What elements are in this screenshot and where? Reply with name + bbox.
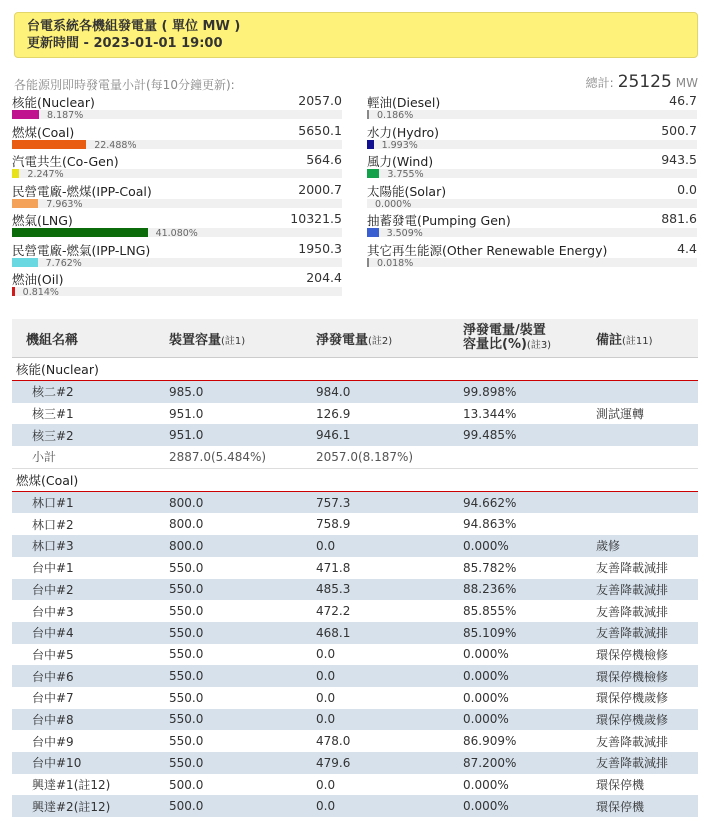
energy-source-row	[12, 211, 342, 241]
total-label: 總計:	[585, 76, 614, 90]
unit-name-cell: 興達#2(註12)	[12, 795, 165, 817]
energy-source-name: 水力(Hydro)	[367, 124, 439, 140]
remark-cell	[592, 513, 698, 535]
energy-source-value: 204.4	[306, 270, 342, 285]
share-bar-fill	[367, 169, 379, 178]
unit-name-cell: 台中#5	[32, 647, 74, 662]
update-time: 更新時間 - 2023-01-01 19:00	[27, 36, 223, 51]
net-output-cell: 485.3	[312, 579, 459, 601]
share-percent: 41.080%	[155, 228, 198, 239]
ratio-cell: 0.000%	[463, 647, 509, 662]
net-output-cell: 0.0	[316, 690, 336, 705]
unit-name-cell: 台中#4	[12, 622, 165, 644]
table-row	[12, 424, 698, 446]
net-output-cell: 478.0	[316, 734, 351, 749]
header-capacity-ratio[interactable]: 淨發電量/裝置 容量比(%)(註3)	[459, 319, 592, 358]
ratio-cell: 85.782%	[463, 560, 517, 575]
table-row	[12, 557, 698, 579]
ratio-cell: 86.909%	[463, 734, 517, 749]
remark-cell: 歲修	[592, 535, 698, 557]
table-row	[12, 730, 698, 752]
energy-source-value: 564.6	[306, 152, 342, 167]
ratio-cell: 0.000%	[463, 690, 509, 705]
share-bar-fill	[12, 258, 38, 267]
table-row	[12, 535, 698, 557]
energy-source-row	[12, 123, 342, 153]
net-output-cell: 0.0	[316, 777, 336, 792]
remark-cell: 測試運轉	[596, 407, 645, 422]
energy-source-row	[12, 241, 342, 271]
energy-source-row	[367, 152, 697, 182]
table-row	[12, 622, 698, 644]
energy-source-value: 2000.7	[298, 181, 342, 197]
energy-source-row	[367, 211, 697, 241]
unit-name-cell: 台中#7	[32, 691, 74, 706]
ratio-cell: 0.000%	[459, 665, 592, 687]
capacity-cell: 500.0	[165, 795, 312, 817]
unit-name-cell: 興達#1(註12)	[32, 778, 111, 793]
table-row	[12, 579, 698, 601]
share-bar-fill	[12, 169, 19, 178]
energy-source-row	[367, 123, 697, 153]
capacity-cell: 550.0	[165, 752, 312, 774]
unit-name-cell: 台中#3	[32, 604, 74, 619]
capacity-cell: 800.0	[169, 517, 204, 532]
remark-cell	[592, 381, 698, 403]
energy-sources-right	[367, 93, 697, 270]
group-title: 核能(Nuclear)	[12, 358, 698, 381]
unit-name-cell: 台中#10	[12, 752, 165, 774]
net-output-cell: 2057.0(8.187%)	[312, 446, 459, 468]
page-title: 台電系統各機組發電量 ( 單位 MW )	[27, 19, 241, 34]
share-percent: 1.993%	[381, 139, 418, 151]
table-row	[12, 774, 698, 796]
unit-name-cell: 林口#2	[32, 517, 74, 532]
ratio-cell: 85.109%	[459, 622, 592, 644]
table-row	[12, 381, 698, 403]
summary-subheading: 各能源別即時發電量小計(每10分鐘更新):	[14, 78, 235, 92]
net-output-cell: 946.1	[312, 424, 459, 446]
share-percent: 2.247%	[27, 169, 64, 180]
energy-source-value: 881.6	[661, 211, 697, 226]
energy-source-value: 2057.0	[298, 93, 342, 108]
share-percent: 0.186%	[377, 110, 414, 121]
table-header-row	[12, 319, 698, 358]
remark-cell: 環保停機歲修	[596, 691, 669, 706]
energy-sources-left	[12, 93, 342, 300]
total-output	[586, 72, 698, 92]
remark-cell: 環保停機歲修	[592, 709, 698, 731]
energy-source-name: 其它再生能源(Other Renewable Energy)	[367, 242, 608, 258]
energy-source-name: 風力(Wind)	[367, 154, 434, 169]
share-bar-fill	[367, 258, 369, 267]
capacity-cell: 2887.0(5.484%)	[165, 446, 312, 468]
unit-name-cell: 台中#2	[12, 579, 165, 601]
group-title: 燃煤(Coal)	[12, 468, 698, 491]
capacity-cell: 985.0	[165, 381, 312, 403]
remark-cell: 友善降載減排	[592, 579, 698, 601]
energy-source-name: 輕油(Diesel)	[367, 95, 441, 110]
remark-cell: 環保停機檢修	[592, 665, 698, 687]
energy-source-value: 500.7	[661, 122, 697, 138]
capacity-cell: 550.0	[169, 690, 204, 705]
energy-source-row	[367, 241, 697, 271]
unit-name-cell: 台中#8	[12, 709, 165, 731]
header-banner	[14, 12, 698, 58]
ratio-cell: 87.200%	[459, 752, 592, 774]
table-row	[12, 403, 698, 425]
capacity-cell: 800.0	[165, 491, 312, 513]
ratio-cell: 0.000%	[459, 535, 592, 557]
share-percent: 7.762%	[45, 257, 82, 269]
share-bar-fill	[12, 287, 15, 296]
header-capacity[interactable]: 裝置容量(註1)	[165, 319, 312, 358]
share-percent: 3.509%	[386, 228, 423, 239]
ratio-cell: 0.000%	[463, 777, 509, 792]
table-row	[12, 600, 698, 622]
energy-source-name: 抽蓄發電(Pumping Gen)	[367, 213, 511, 228]
share-percent: 0.814%	[22, 287, 59, 298]
header-net-output[interactable]: 淨發電量(註2)	[312, 319, 459, 358]
energy-source-row	[12, 270, 342, 300]
net-output-cell: 126.9	[316, 406, 351, 421]
share-percent: 3.755%	[387, 169, 424, 180]
share-percent: 0.018%	[377, 257, 414, 269]
remark-cell: 環保停機	[596, 778, 645, 793]
remark-cell: 環保停機	[592, 795, 698, 817]
share-bar-fill	[12, 199, 38, 208]
capacity-cell: 550.0	[169, 604, 204, 619]
ratio-cell: 88.236%	[459, 579, 592, 601]
share-bar-fill	[12, 228, 148, 237]
total-value: 25125	[617, 72, 672, 92]
capacity-cell: 951.0	[169, 406, 204, 421]
table-row	[12, 644, 698, 666]
energy-source-value: 943.5	[661, 152, 697, 167]
unit-name-cell: 台中#9	[32, 734, 74, 749]
ratio-cell: 0.000%	[459, 795, 592, 817]
header-unit-name[interactable]: 機組名稱	[12, 319, 165, 358]
capacity-cell: 550.0	[169, 560, 204, 575]
net-output-cell: 0.0	[312, 535, 459, 557]
share-bar-fill	[367, 228, 379, 237]
ratio-cell: 94.863%	[463, 517, 517, 532]
remark-cell	[592, 446, 698, 468]
ratio-cell: 99.485%	[459, 424, 592, 446]
net-output-cell: 0.0	[312, 665, 459, 687]
energy-source-name: 燃煤(Coal)	[12, 124, 75, 140]
table-row	[12, 752, 698, 774]
unit-name-cell: 台中#1	[32, 561, 74, 576]
ratio-cell: 99.898%	[459, 381, 592, 403]
remark-cell	[592, 491, 698, 513]
net-output-cell: 479.6	[312, 752, 459, 774]
group-header-row	[12, 468, 698, 491]
energy-source-name: 燃氣(LNG)	[12, 213, 73, 228]
energy-source-value: 0.0	[677, 181, 697, 197]
energy-source-value: 46.7	[669, 93, 697, 108]
unit-name-cell: 核三#1	[32, 407, 74, 422]
capacity-cell: 951.0	[165, 424, 312, 446]
header-remark[interactable]: 備註(註11)	[592, 319, 698, 358]
table-row	[12, 795, 698, 817]
ratio-cell: 85.855%	[463, 604, 517, 619]
unit-name-cell: 台中#6	[12, 665, 165, 687]
energy-source-value: 4.4	[677, 240, 697, 256]
energy-source-value: 5650.1	[298, 122, 342, 138]
unit-name-cell: 核三#2	[12, 424, 165, 446]
capacity-cell: 800.0	[165, 535, 312, 557]
energy-source-name: 民營電廠-燃煤(IPP-Coal)	[12, 183, 152, 199]
unit-name-cell: 核二#2	[12, 381, 165, 403]
net-output-cell: 984.0	[312, 381, 459, 403]
share-bar-track	[367, 258, 697, 267]
table-row	[12, 687, 698, 709]
capacity-cell: 550.0	[165, 709, 312, 731]
remark-cell: 環保停機檢修	[596, 647, 669, 662]
table-row	[12, 491, 698, 513]
energy-source-value: 10321.5	[290, 211, 342, 226]
energy-source-row	[12, 182, 342, 212]
net-output-cell: 758.9	[316, 517, 351, 532]
energy-source-name: 核能(Nuclear)	[12, 95, 95, 110]
remark-cell: 友善降載減排	[596, 561, 669, 576]
ratio-cell: 13.344%	[463, 406, 517, 421]
table-row	[12, 446, 698, 468]
ratio-cell: 94.662%	[459, 491, 592, 513]
share-percent: 7.963%	[46, 198, 83, 210]
net-output-cell: 471.8	[316, 560, 351, 575]
remark-cell: 友善降載減排	[592, 622, 698, 644]
net-output-cell: 0.0	[312, 795, 459, 817]
energy-source-name: 太陽能(Solar)	[367, 183, 447, 199]
capacity-cell: 550.0	[165, 622, 312, 644]
share-bar-track	[367, 110, 697, 119]
ratio-cell	[459, 446, 592, 468]
share-bar-track	[12, 287, 342, 296]
net-output-cell: 472.2	[316, 604, 351, 619]
share-percent: 8.187%	[47, 110, 84, 121]
unit-name-cell: 林口#3	[12, 535, 165, 557]
table-row	[12, 709, 698, 731]
share-bar-fill	[367, 110, 369, 119]
capacity-cell: 550.0	[165, 579, 312, 601]
remark-cell: 友善降載減排	[596, 734, 669, 749]
capacity-cell: 500.0	[169, 777, 204, 792]
energy-source-name: 燃油(Oil)	[12, 272, 64, 287]
capacity-cell: 550.0	[169, 647, 204, 662]
energy-source-row	[367, 93, 697, 123]
energy-source-name: 民營電廠-燃氣(IPP-LNG)	[12, 242, 151, 258]
group-header-row	[12, 358, 698, 381]
net-output-cell: 468.1	[312, 622, 459, 644]
net-output-cell: 0.0	[316, 647, 336, 662]
remark-cell	[592, 424, 698, 446]
ratio-cell: 0.000%	[459, 709, 592, 731]
energy-source-name: 汽電共生(Co-Gen)	[12, 154, 119, 169]
capacity-cell: 550.0	[165, 665, 312, 687]
share-percent: 0.000%	[375, 198, 412, 210]
unit-name-cell: 小計	[12, 446, 165, 468]
net-output-cell: 0.0	[312, 709, 459, 731]
table-row	[12, 513, 698, 535]
remark-cell: 友善降載減排	[592, 752, 698, 774]
capacity-cell: 550.0	[169, 734, 204, 749]
share-bar-fill	[12, 110, 39, 119]
remark-cell: 友善降載減排	[596, 604, 669, 619]
energy-source-value: 1950.3	[298, 240, 342, 256]
net-output-cell: 757.3	[312, 491, 459, 513]
table-row	[12, 665, 698, 687]
unit-table	[12, 319, 698, 817]
energy-source-row	[12, 152, 342, 182]
energy-source-row	[12, 93, 342, 123]
share-bar-fill	[367, 140, 374, 149]
energy-source-row	[367, 182, 697, 212]
share-bar-fill	[12, 140, 86, 149]
share-bar-track	[367, 199, 697, 208]
unit-name-cell: 林口#1	[12, 491, 165, 513]
total-unit: MW	[675, 76, 698, 90]
share-percent: 22.488%	[94, 139, 137, 151]
